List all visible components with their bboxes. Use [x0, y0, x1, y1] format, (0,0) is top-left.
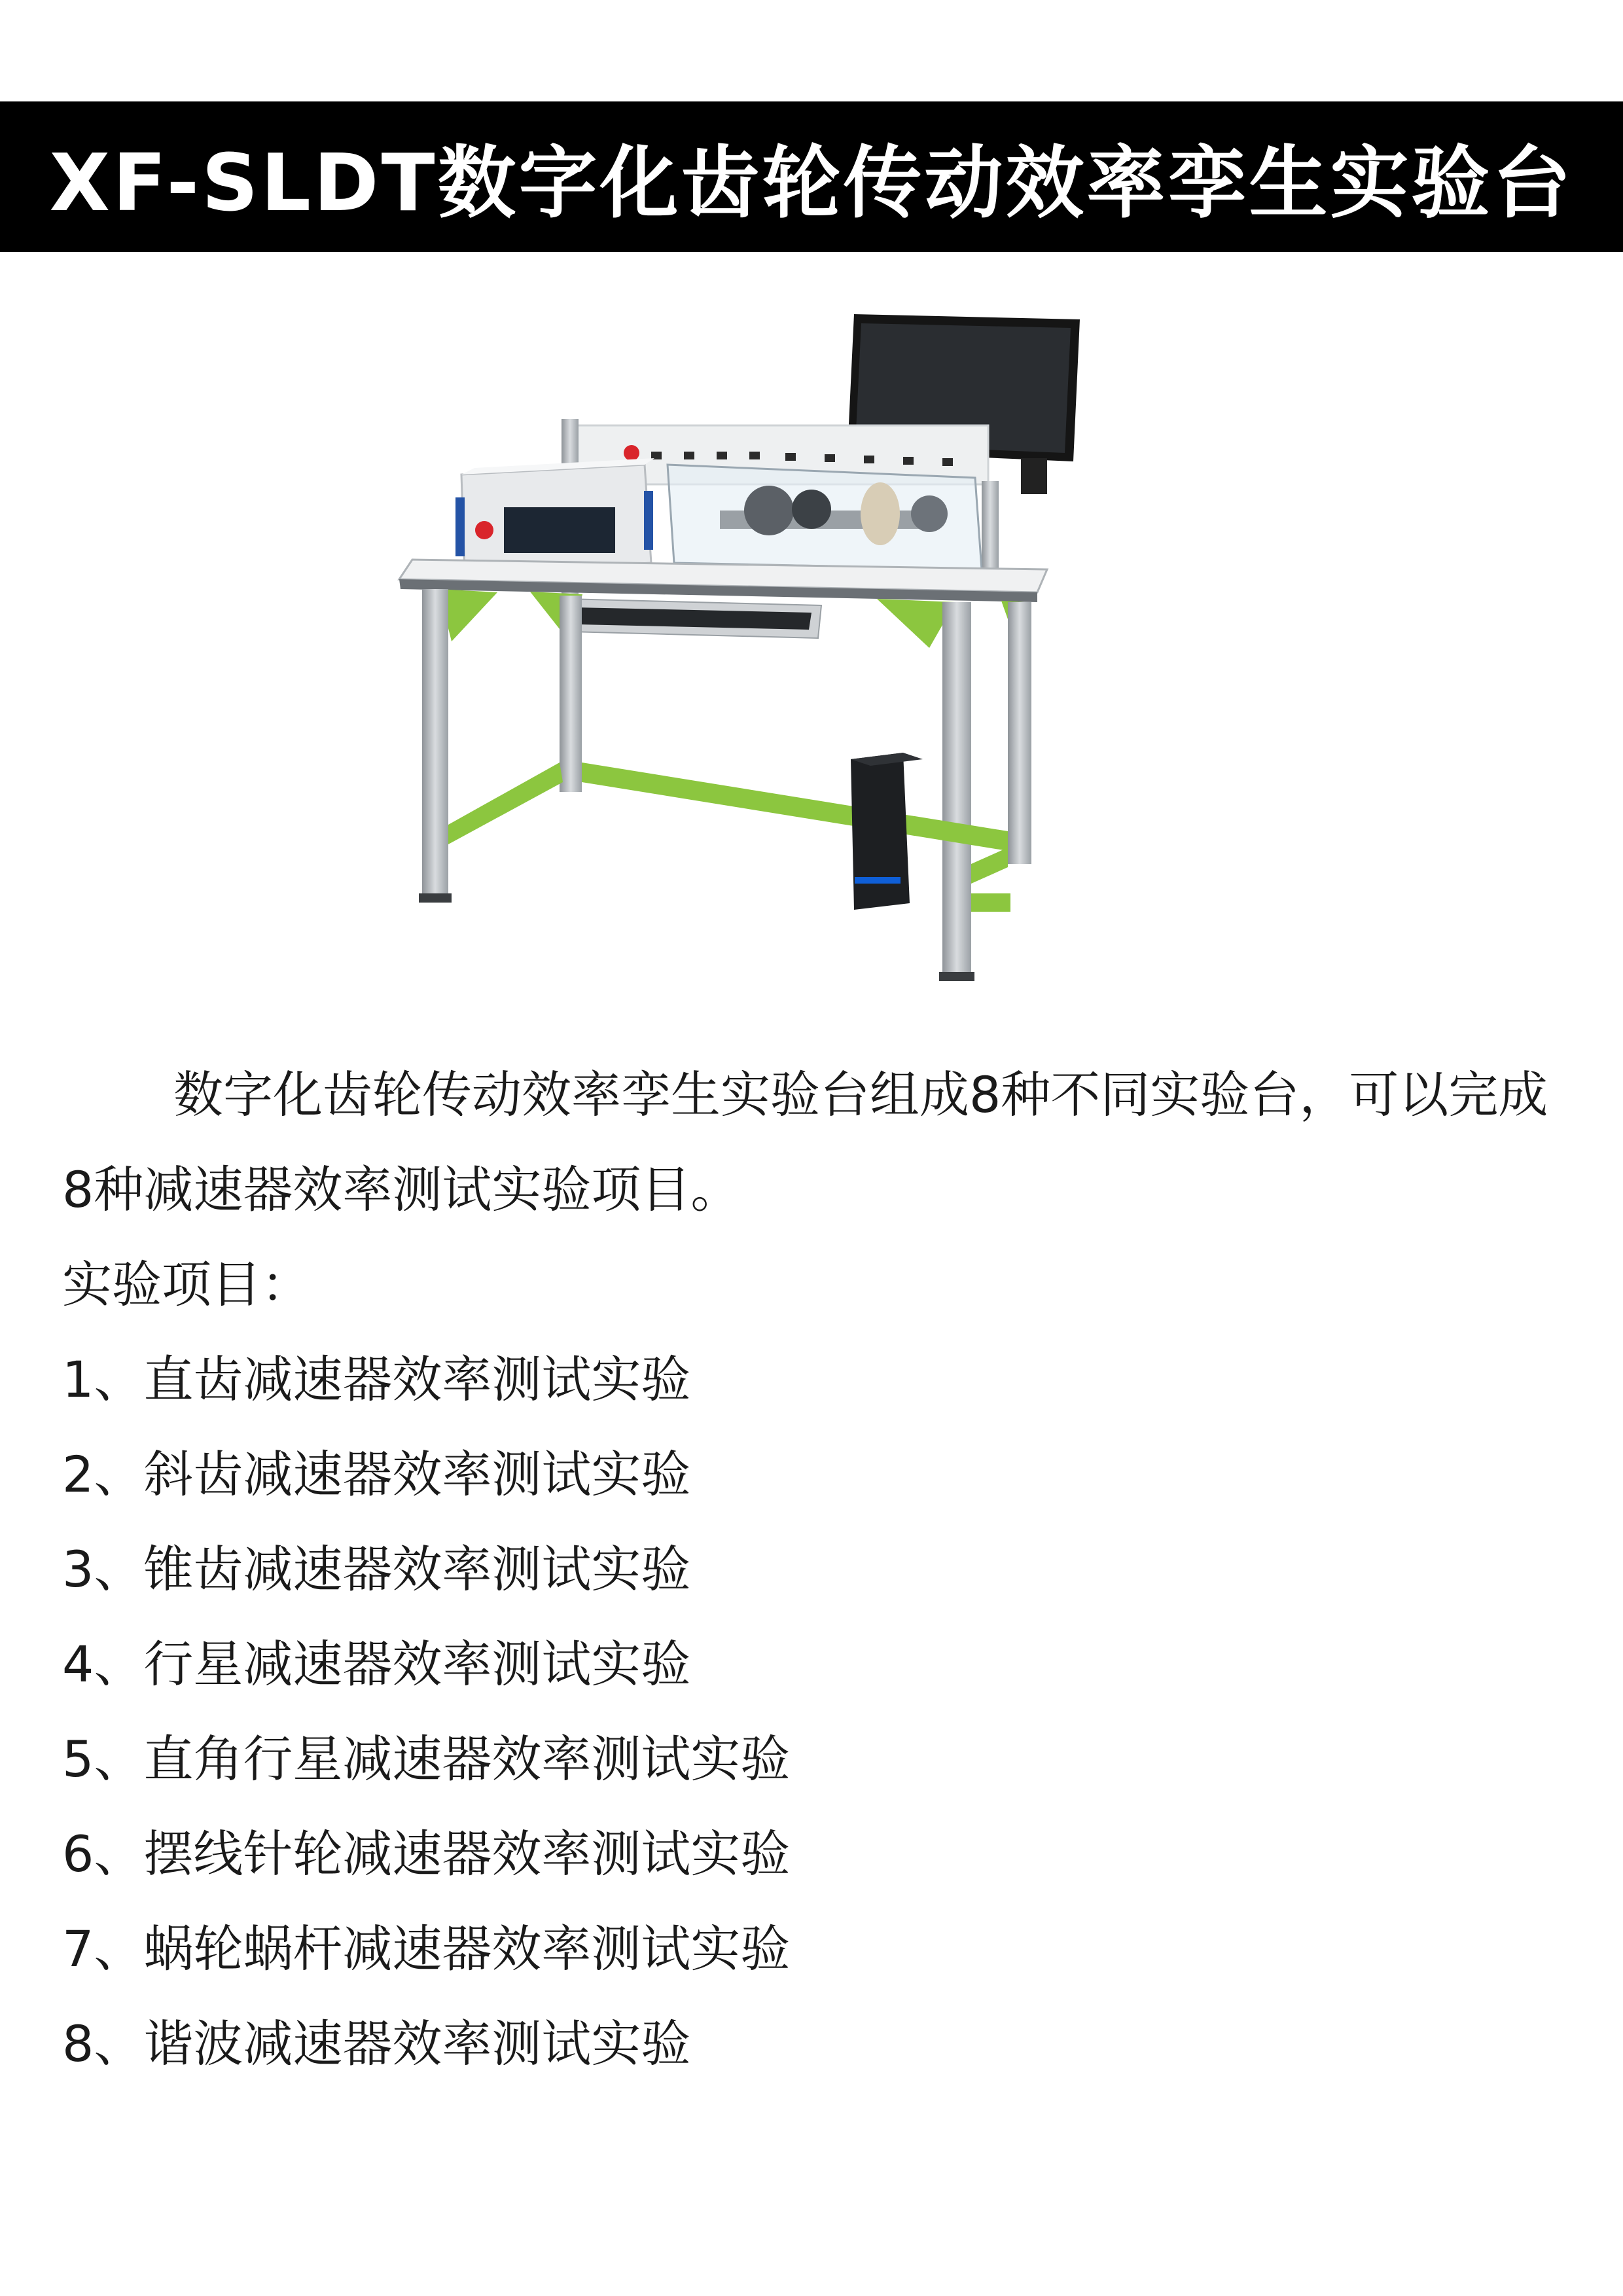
list-item: 5、直角行星减速器效率测试实验 — [62, 1730, 791, 1788]
list-item: 7、蜗轮蜗杆减速器效率测试实验 — [62, 1920, 791, 1978]
list-item: 8、谐波减速器效率测试实验 — [62, 2015, 691, 2073]
product-photo — [393, 301, 1099, 1008]
items-heading: 实验项目： — [62, 1255, 311, 1314]
intro-paragraph: 数字化齿轮传动效率孪生实验台组成8种不同实验台，可以完成8种减速器效率测试实验项目。 — [62, 1066, 1548, 1219]
list-item: 1、直齿减速器效率测试实验 — [62, 1350, 691, 1408]
list-item: 3、锥齿减速器效率测试实验 — [62, 1540, 691, 1598]
list-item: 6、摆线针轮减速器效率测试实验 — [62, 1825, 791, 1883]
lower-frame — [448, 762, 1010, 912]
page-title: XF-SLDT数字化齿轮传动效率孪生实验台 — [49, 138, 1574, 229]
title-bar — [0, 101, 1623, 252]
test-bench-illustration — [393, 301, 1099, 1008]
controller-box — [455, 458, 654, 573]
list-item: 4、行星减速器效率测试实验 — [62, 1635, 691, 1693]
description-block — [62, 1047, 1567, 2091]
table-legs — [419, 589, 1031, 981]
experiment-list — [62, 1332, 1567, 2091]
list-item: 2、斜齿减速器效率测试实验 — [62, 1445, 691, 1503]
